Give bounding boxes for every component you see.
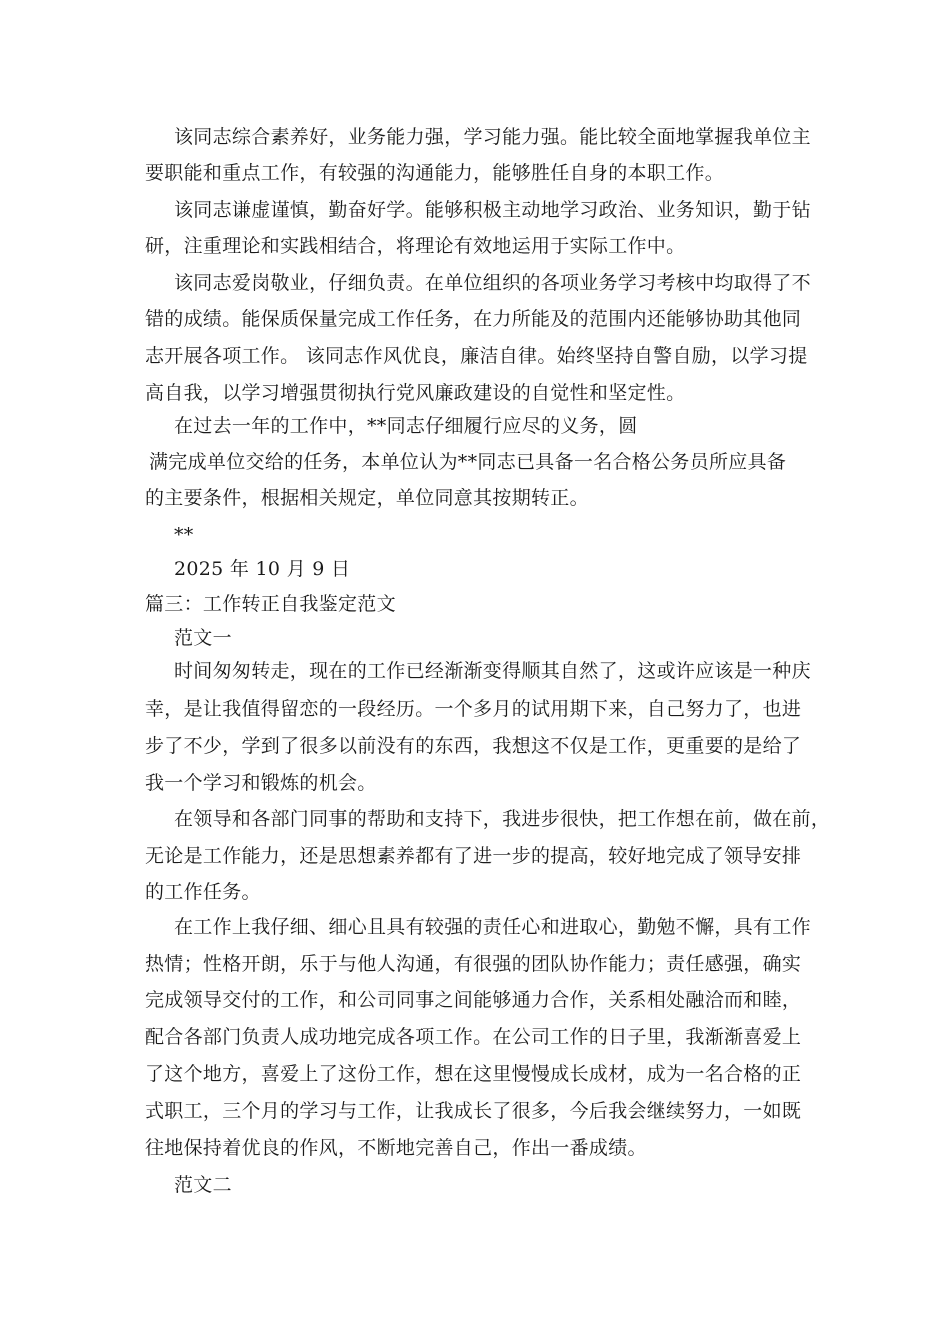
paragraph-line: 在领导和各部门同事的帮助和支持下，我进步很快，把工作想在前，做在前， <box>174 808 831 830</box>
paragraph-line: 要职能和重点工作，有较强的沟通能力，能够胜任自身的本职工作。 <box>145 162 725 184</box>
paragraph-line: 热情；性格开朗，乐于与他人沟通，有很强的团队协作能力；责任感强，确实 <box>145 953 802 975</box>
paragraph-line: 错的成绩。能保质保量完成工作任务，在力所能及的范围内还能够协助其他同 <box>145 308 802 330</box>
paragraph-line: 研，注重理论和实践相结合，将理论有效地运用于实际工作中。 <box>145 235 686 257</box>
paragraph-line: 了这个地方，喜爱上了这份工作，想在这里慢慢成长成材，成为一名合格的正 <box>145 1063 802 1085</box>
paragraph-line: 在过去一年的工作中，**同志仔细履行应尽的义务，圆 <box>174 415 638 437</box>
paragraph-line: 该同志综合素养好，业务能力强，学习能力强。能比较全面地掌握我单位主 <box>174 126 811 148</box>
paragraph-line: 该同志爱岗敬业，仔细负责。在单位组织的各项业务学习考核中均取得了不 <box>174 272 811 294</box>
paragraph-line: 式职工，三个月的学习与工作，让我成长了很多，今后我会继续努力，一如既 <box>145 1100 802 1122</box>
paragraph-line: 我一个学习和锻炼的机会。 <box>145 772 377 794</box>
paragraph-line: 完成领导交付的工作，和公司同事之间能够通力合作，关系相处融洽而和睦， <box>145 989 802 1011</box>
paragraph-line: 时间匆匆转走，现在的工作已经渐渐变得顺其自然了，这或许应该是一种庆 <box>174 660 811 682</box>
subheading: 范文二 <box>174 1174 232 1196</box>
paragraph-line: 往地保持着优良的作风，不断地完善自己，作出一番成绩。 <box>145 1137 647 1159</box>
paragraph-line: 满完成单位交给的任务，本单位认为**同志已具备一名合格公务员所应具备 <box>149 451 787 473</box>
subheading: 范文一 <box>174 627 232 649</box>
paragraph-line: 无论是工作能力，还是思想素养都有了进一步的提高，较好地完成了领导安排 <box>145 845 802 867</box>
paragraph-line: 幸，是让我值得留恋的一段经历。一个多月的试用期下来，自己努力了，也进 <box>145 698 802 720</box>
paragraph-line: 的工作任务。 <box>145 881 261 903</box>
paragraph-line: 志开展各项工作。 该同志作风优良，廉洁自律。始终坚持自警自励，以学习提 <box>145 345 808 367</box>
paragraph-line: 配合各部门负责人成功地完成各项工作。在公司工作的日子里，我渐渐喜爱上 <box>145 1026 802 1048</box>
paragraph-line: 该同志谦虚谨慎，勤奋好学。能够积极主动地学习政治、业务知识，勤于钻 <box>174 199 811 221</box>
document-date: 2025 年 10 月 9 日 <box>174 558 351 580</box>
paragraph-line: 在工作上我仔细、细心且具有较强的责任心和进取心，勤勉不懈，具有工作 <box>174 916 811 938</box>
section-heading: 篇三：工作转正自我鉴定范文 <box>145 593 396 615</box>
paragraph-line: 步了不少，学到了很多以前没有的东西，我想这不仅是工作，更重要的是给了 <box>145 735 802 757</box>
paragraph-line: 高自我，以学习增强贯彻执行党风廉政建设的自觉性和坚定性。 <box>145 382 686 404</box>
signature-placeholder: ** <box>174 524 194 546</box>
paragraph-line: 的主要条件，根据相关规定，单位同意其按期转正。 <box>145 487 589 509</box>
